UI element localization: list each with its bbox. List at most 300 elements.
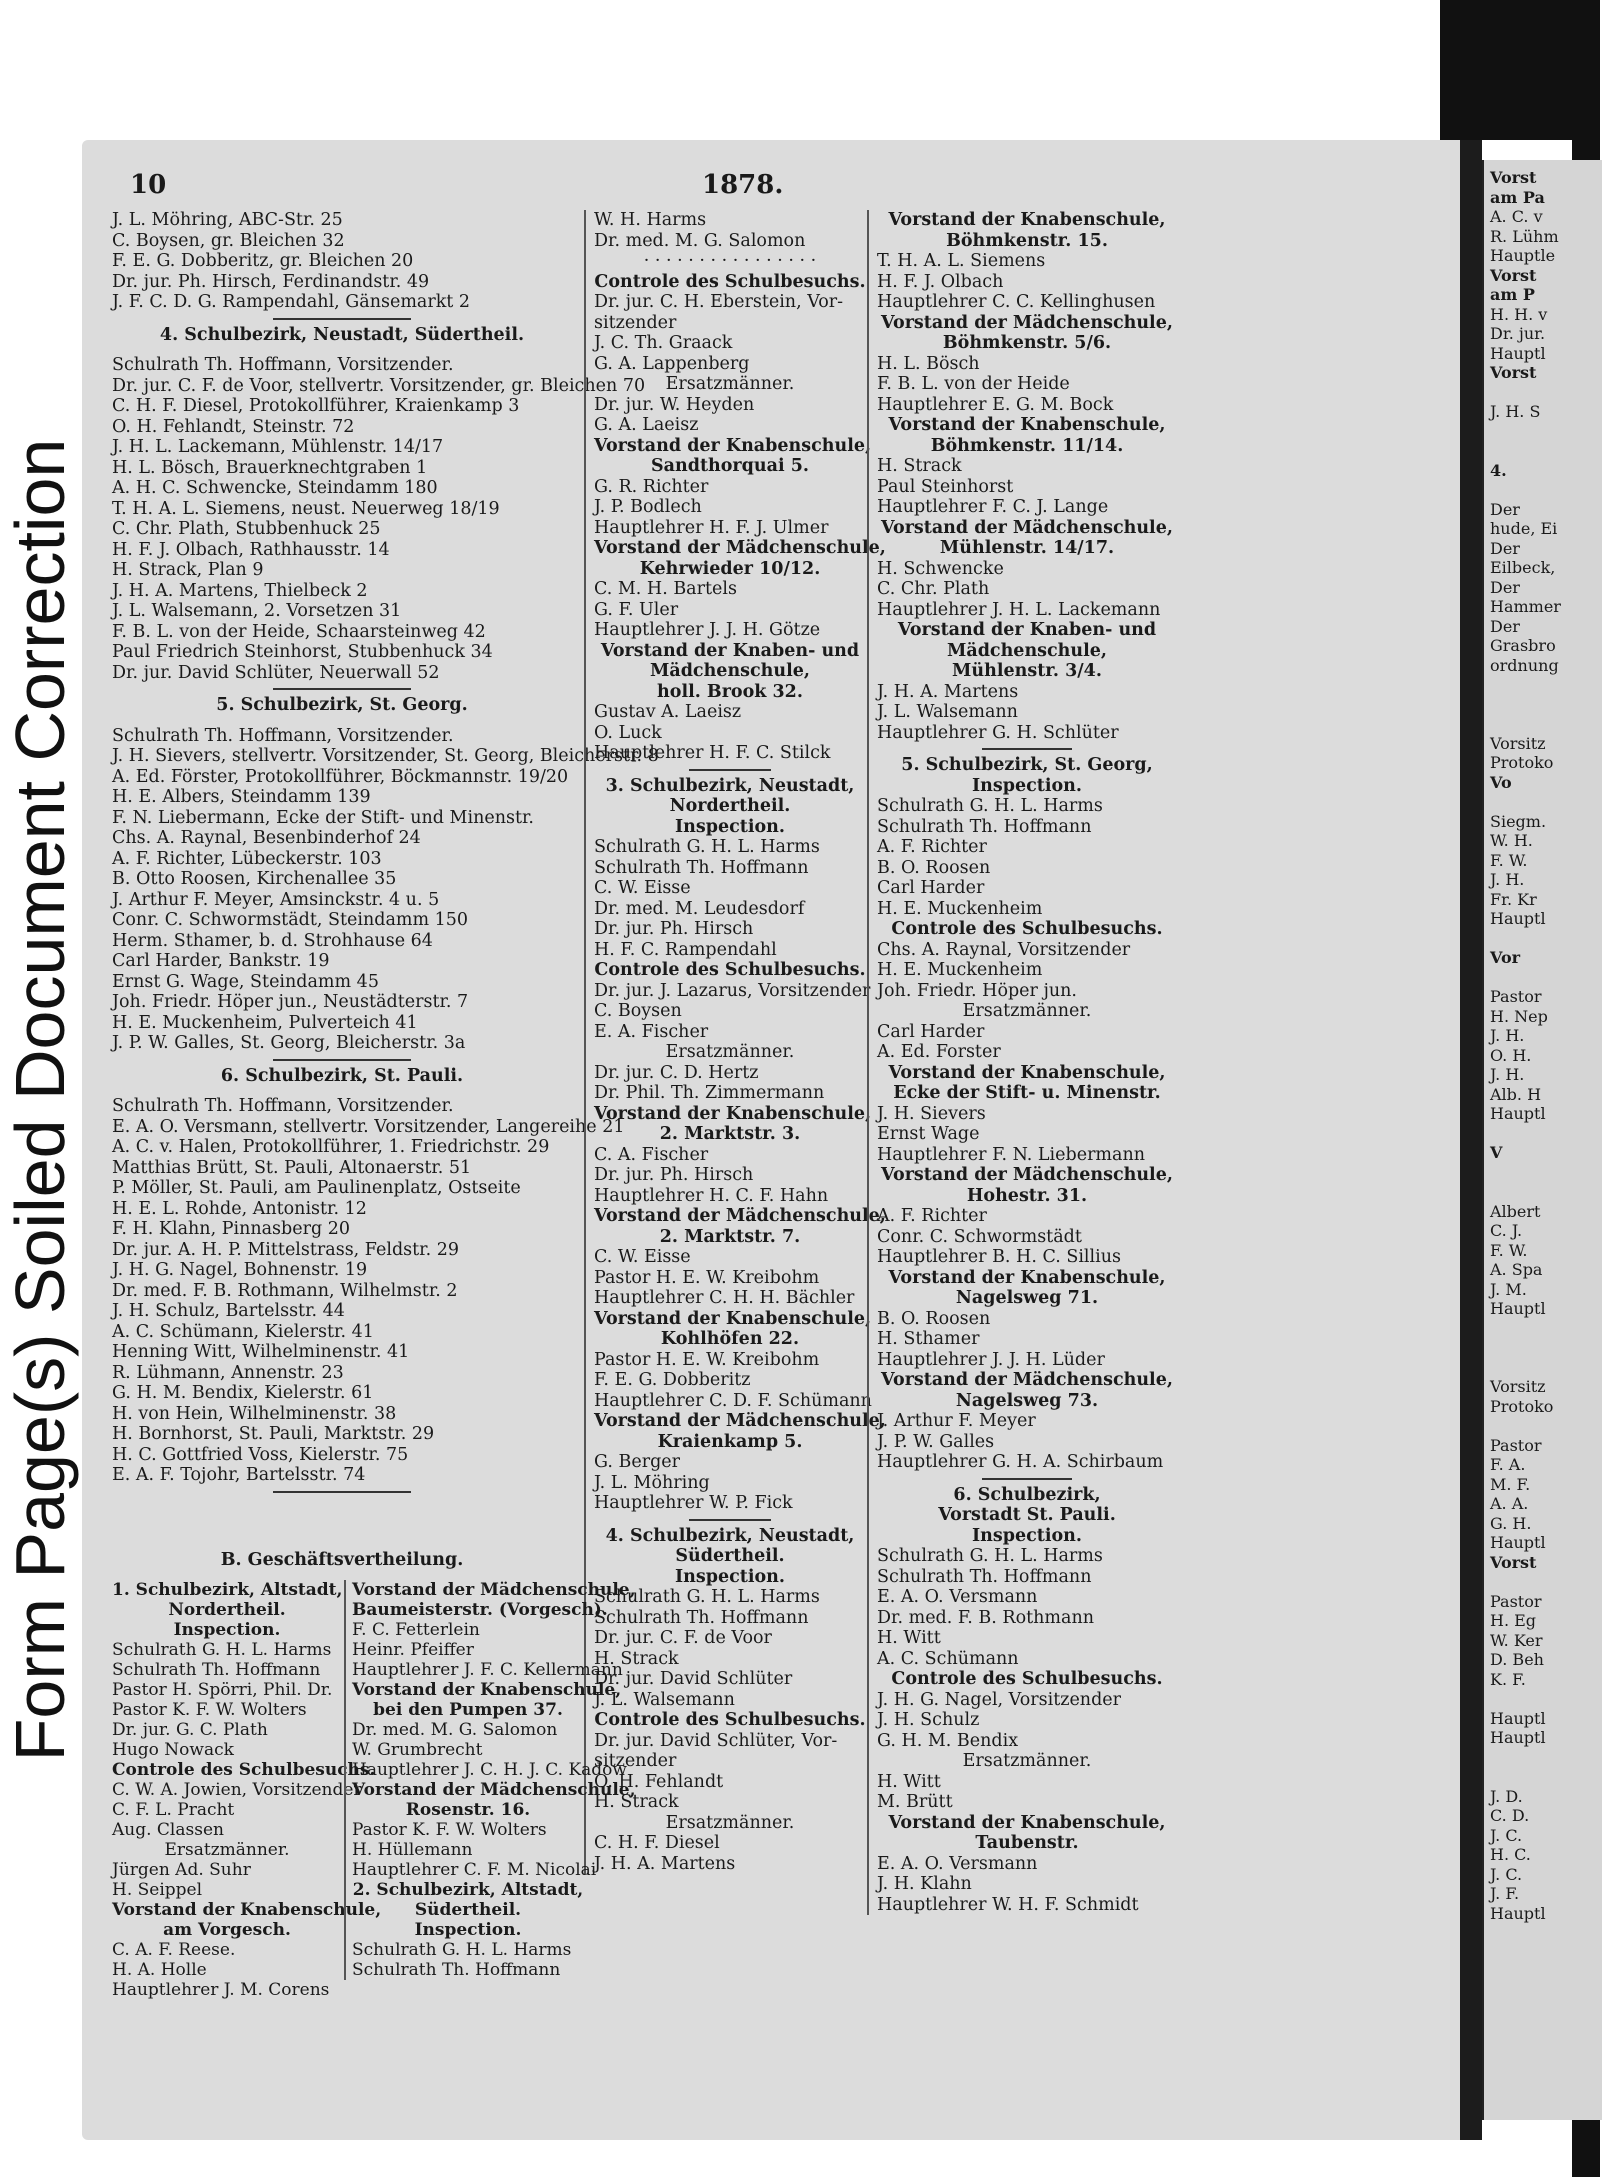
section-heading: 3. Schulbezirk, Neustadt,: [605, 775, 855, 796]
fragment-line: [1490, 968, 1561, 988]
entry-line: Dr. med. M. G. Salomon: [594, 230, 806, 251]
entry-line: Dr. jur. G. C. Plath: [112, 1720, 268, 1740]
section-rule: [594, 1514, 866, 1526]
section-heading: Inspection.: [674, 1566, 785, 1587]
section-heading: 1. Schulbezirk, Altstadt,: [112, 1580, 343, 1600]
fragment-line: [1490, 714, 1561, 734]
fragment-line: Pastor: [1490, 987, 1542, 1006]
entry-line: Hauptlehrer J. F. C. Kellermann: [352, 1660, 623, 1680]
section-heading: Vorstand der Mädchenschule,: [352, 1780, 636, 1800]
section-rule: [112, 1486, 572, 1498]
entry-line: Hauptlehrer C. H. H. Bächler: [594, 1288, 855, 1308]
section-heading: Böhmkenstr. 11/14.: [930, 435, 1124, 456]
entry-line: J. P. Bodlech: [594, 497, 702, 517]
fragment-line: [1490, 1338, 1561, 1358]
fragment-line: Vo: [1490, 772, 1512, 792]
section-heading: Vorstadt St. Pauli.: [938, 1505, 1116, 1525]
section-heading: Kohlhöfen 22.: [660, 1329, 800, 1349]
entry-line: Dr. jur. Ph. Hirsch, Ferdinandstr. 49: [112, 271, 430, 292]
entry-line: Jürgen Ad. Suhr: [112, 1860, 251, 1880]
entry-line: Schulrath Th. Hoffmann: [594, 1607, 809, 1628]
section-heading: Vorstand der Mädchenschule,: [594, 1206, 886, 1226]
entry-line: Schulrath G. H. L. Harms: [594, 837, 820, 857]
entry-line: Paul Friedrich Steinhorst, Stubbenhuck 34: [112, 642, 493, 662]
entry-line: Pastor H. Spörri, Phil. Dr.: [112, 1680, 333, 1700]
entry-line: C. Boysen, gr. Bleichen 32: [112, 230, 345, 251]
entry-line: Schulrath G. H. L. Harms: [877, 796, 1103, 816]
entry-line: Pastor K. F. W. Wolters: [112, 1700, 307, 1720]
section-heading: Nordertheil.: [669, 796, 791, 816]
fragment-line: [1490, 1124, 1561, 1144]
entry-line: W. H. Harms: [594, 210, 707, 230]
section-heading: Controle des Schulbesuchs.: [891, 1669, 1163, 1689]
entry-line: Dr. jur. David Schlüter, Neuerwall 52: [112, 662, 440, 683]
fragment-line: R. Lühm: [1490, 226, 1559, 246]
entry-line: A. Ed. Förster, Protokollführer, Böckmannstr. 19/20: [112, 766, 569, 787]
section-heading: Böhmkenstr. 15.: [946, 230, 1108, 251]
entry-line: Dr. med. M. Leudesdorf: [594, 898, 805, 919]
fragment-line: J. D.: [1490, 1786, 1523, 1806]
section-heading: Vorstand der Mädchenschule,: [594, 538, 886, 558]
fragment-line: [1490, 1767, 1561, 1787]
section-heading: Vorstand der Knabenschule,: [888, 1062, 1166, 1083]
section-heading: Südertheil.: [675, 1546, 785, 1566]
entry-line: Joh. Friedr. Höper jun., Neustädterstr. 7: [112, 992, 469, 1012]
section-heading: Mühlenstr. 14/17.: [939, 538, 1115, 558]
fragment-line: [1490, 1358, 1561, 1378]
section-heading: holl. Brook 32.: [657, 681, 803, 702]
fragment-line: Hauptl: [1490, 1299, 1546, 1318]
fragment-line: [1490, 441, 1561, 461]
entry-line: J. H. L. Lackemann, Mühlenstr. 14/17: [112, 437, 444, 457]
entry-line: A. F. Richter, Lübeckerstr. 103: [112, 848, 382, 869]
entry-line: J. H. A. Martens, Thielbeck 2: [112, 580, 368, 601]
entry-line: H. Strack: [877, 456, 962, 476]
section-heading: Mühlenstr. 3/4.: [952, 661, 1102, 681]
entry-line: C. A. F. Reese.: [112, 1940, 236, 1960]
fragment-line: C. J.: [1490, 1221, 1523, 1240]
entry-line: Dr. jur. David Schlüter, Vor-: [594, 1730, 838, 1751]
scan-side-label: Form Page(s) Soiled Document Correction: [1, 438, 79, 1762]
entry-line: Henning Witt, Wilhelminenstr. 41: [112, 1342, 410, 1362]
entry-line: C. W. Eisse: [594, 1247, 691, 1267]
entry-line: sitzender: [594, 1751, 677, 1771]
fragment-line: [1490, 1182, 1561, 1202]
section-heading: Vorstand der Knabenschule,: [594, 1308, 872, 1329]
section-heading: Rosenstr. 16.: [405, 1800, 531, 1820]
entry-line: Ersatzmänner.: [962, 1751, 1092, 1771]
column-3: [867, 210, 1177, 1915]
entry-line: F. B. L. von der Heide, Schaarsteinweg 42: [112, 621, 486, 642]
fragment-line: K. F.: [1490, 1669, 1526, 1689]
section-heading: Inspection.: [173, 1620, 281, 1640]
entry-line: H. von Hein, Wilhelminenstr. 38: [112, 1403, 397, 1424]
spacer: [112, 1086, 572, 1096]
fragment-line: Hauptl: [1490, 1533, 1546, 1552]
entry-line: Hauptlehrer C. C. Kellinghusen: [877, 292, 1156, 312]
entry-line: H. F. C. Rampendahl: [594, 939, 777, 960]
entry-line: Dr. med. F. B. Rothmann, Wilhelmstr. 2: [112, 1280, 458, 1301]
section-heading: Ecke der Stift- u. Minenstr.: [893, 1083, 1161, 1103]
entry-line: C. Chr. Plath, Stubbenhuck 25: [112, 519, 381, 539]
fragment-line: J. M.: [1490, 1279, 1527, 1299]
entry-line: A. F. Richter: [877, 1206, 987, 1226]
entry-line: P. Möller, St. Pauli, am Paulinenplatz, Ostseite: [112, 1178, 521, 1198]
fragment-line: G. H.: [1490, 1513, 1532, 1533]
fragment-line: Vorsitz: [1490, 733, 1546, 753]
entry-line: H. E. Muckenheim, Pulverteich 41: [112, 1012, 418, 1033]
entry-line: Dr. jur. C. F. de Voor, stellvertr. Vorsitzender, gr. Bleichen 70: [112, 375, 646, 396]
fragment-line: J. F.: [1490, 1884, 1520, 1903]
entry-line: Chs. A. Raynal, Vorsitzender: [877, 939, 1131, 960]
page-year: 1878.: [702, 170, 784, 200]
entry-line: H. Witt: [877, 1628, 941, 1648]
entry-line: J. H. Sievers, stellvertr. Vorsitzender, St. Georg, Bleicherstr. 8: [112, 746, 659, 766]
entry-line: Dr. jur. J. Lazarus, Vorsitzender: [594, 980, 871, 1001]
entry-line: O. H. Fehlandt, Steinstr. 72: [112, 416, 355, 437]
section-heading: 4. Schulbezirk, Neustadt,: [605, 1525, 855, 1546]
section-heading: Vorstand der Knabenschule,: [112, 1900, 382, 1920]
entry-line: F. C. Fetterlein: [352, 1620, 480, 1640]
section-heading: Taubenstr.: [975, 1833, 1079, 1853]
fragment-line: [1490, 1689, 1561, 1709]
fragment-line: Alb. H: [1490, 1084, 1542, 1104]
section-heading: Inspection.: [971, 775, 1082, 796]
entry-line: F. B. L. von der Heide: [877, 374, 1070, 394]
fragment-line: O. H.: [1490, 1045, 1532, 1065]
fragment-line: [1490, 792, 1561, 812]
entry-line: Schulrath G. H. L. Harms: [352, 1940, 572, 1960]
entry-line: Conr. C. Schwormstädt, Steindamm 150: [112, 910, 469, 930]
section-rule: [112, 683, 572, 695]
section-heading: am Vorgesch.: [163, 1920, 291, 1940]
entry-line: Hauptlehrer W. P. Fick: [594, 1493, 793, 1513]
entry-line: H. Seippel: [112, 1880, 203, 1900]
section-heading: Kraienkamp 5.: [657, 1431, 803, 1452]
fragment-line: J. H.: [1490, 1026, 1525, 1045]
section-heading: Controle des Schulbesuchs.: [594, 960, 866, 980]
fragment-line: [1490, 422, 1561, 442]
entry-line: G. A. Laeisz: [594, 415, 699, 435]
entry-line: Joh. Friedr. Höper jun.: [877, 980, 1077, 1001]
fragment-line: Grasbro: [1490, 636, 1556, 655]
section-heading: Vorstand der Knabenschule,: [888, 415, 1166, 435]
fragment-line: Vorst: [1490, 363, 1537, 382]
section-rule: [112, 313, 572, 325]
section-heading: Mädchenschule,: [649, 661, 810, 681]
entry-line: F. E. G. Dobberitz: [594, 1370, 751, 1390]
entry-line: A. Ed. Forster: [877, 1042, 1001, 1062]
section-heading: Baumeisterstr. (Vorgesch).: [352, 1600, 608, 1620]
entry-line: H. L. Bösch, Brauerknechtgraben 1: [112, 457, 428, 478]
entry-line: C. A. Fischer: [594, 1144, 709, 1165]
entry-line: Herm. Sthamer, b. d. Strohhause 64: [112, 930, 433, 951]
fragment-line: Hauptl: [1490, 1104, 1546, 1123]
section-heading: Vorstand der Knabenschule,: [888, 1267, 1166, 1288]
fragment-line: [1490, 695, 1561, 715]
fragment-line: [1490, 383, 1561, 403]
section-heading: 6. Schulbezirk, St. Pauli.: [220, 1065, 464, 1086]
entry-line: R. Lühmann, Annenstr. 23: [112, 1362, 344, 1383]
entry-line: Schulrath G. H. L. Harms: [594, 1587, 820, 1607]
entry-line: T. H. A. L. Siemens, neust. Neuerweg 18/19: [112, 498, 500, 519]
entry-line: Ersatzmänner.: [962, 1001, 1092, 1021]
entry-line: Hauptlehrer E. G. M. Bock: [877, 394, 1114, 415]
fragment-line: J. H.: [1490, 1065, 1525, 1084]
fragment-line: Vor: [1490, 948, 1521, 967]
fragment-line: Hauptl: [1490, 343, 1546, 363]
fragment-line: Vorst: [1490, 1552, 1537, 1572]
fragment-line: Protoko: [1490, 753, 1554, 772]
fragment-line: Hauptl: [1490, 1903, 1546, 1923]
entry-line: H. L. Bösch: [877, 353, 980, 374]
entry-line: H. Bornhorst, St. Pauli, Marktstr. 29: [112, 1424, 435, 1444]
entry-line: M. Brütt: [877, 1792, 953, 1812]
entry-line: Hauptlehrer G. H. Schlüter: [877, 722, 1119, 743]
entry-line: H. Schwencke: [877, 558, 1004, 579]
entry-line: Carl Harder: [877, 878, 985, 898]
fragment-line: F. W.: [1490, 850, 1528, 870]
fragment-line: J. C.: [1490, 1825, 1523, 1845]
adjacent-page-fragment: [1482, 160, 1602, 2120]
fragment-line: hude, Ei: [1490, 519, 1558, 538]
entry-line: Matthias Brütt, St. Pauli, Altonaerstr. 51: [112, 1157, 472, 1178]
column-2: [584, 210, 886, 1874]
entry-line: Pastor K. F. W. Wolters: [352, 1820, 547, 1840]
fragment-line: Hammer: [1490, 597, 1561, 616]
entry-line: A. F. Richter: [877, 837, 987, 857]
section-heading: Controle des Schulbesuchs.: [112, 1760, 376, 1780]
section-heading: 6. Schulbezirk,: [953, 1484, 1101, 1505]
section-heading: Vorstand der Knabenschule,: [888, 1812, 1166, 1833]
entry-line: H. Sthamer: [877, 1329, 980, 1349]
section-heading: Vorstand der Knabenschule,: [594, 435, 872, 456]
section-heading: 2. Marktstr. 7.: [659, 1226, 801, 1247]
entry-line: Hauptlehrer B. H. C. Sillius: [877, 1247, 1121, 1267]
entry-line: Hauptlehrer J. C. H. J. C. Kadow: [352, 1760, 627, 1780]
fragment-line: Vorst: [1490, 168, 1537, 187]
entry-line: Dr. jur. C. F. de Voor: [594, 1628, 772, 1648]
entry-line: Ersatzmänner.: [665, 1812, 795, 1833]
entry-line: F. H. Klahn, Pinnasberg 20: [112, 1219, 350, 1239]
fragment-line: ordnung: [1490, 655, 1559, 675]
entry-line: H. A. Holle: [112, 1960, 207, 1980]
entry-line: Heinr. Pfeiffer: [352, 1640, 474, 1660]
entry-line: Dr. jur. C. D. Hertz: [594, 1062, 759, 1083]
section-heading: Vorstand der Mädchenschule,: [594, 1411, 886, 1431]
entry-line: sitzender: [594, 312, 677, 333]
fragment-line: [1490, 1748, 1561, 1768]
entry-line: · · · · · · · · · · · · · · · ·: [643, 251, 817, 271]
fragment-line: Pastor: [1490, 1591, 1542, 1611]
fragment-line: Der: [1490, 577, 1520, 597]
entry-line: Ernst Wage: [877, 1124, 980, 1144]
fragment-line: [1490, 1416, 1561, 1436]
entry-line: Hugo Nowack: [112, 1740, 234, 1760]
section-heading: Controle des Schulbesuchs.: [594, 1710, 866, 1730]
section-heading: Inspection.: [674, 816, 785, 837]
entry-line: E. A. O. Versmann: [877, 1853, 1038, 1874]
entry-line: H. F. J. Olbach: [877, 271, 1004, 292]
fragment-line: Pastor: [1490, 1435, 1542, 1455]
section-heading: Vorstand der Mädchenschule,: [881, 1370, 1173, 1390]
section-heading: 2. Marktstr. 3.: [659, 1124, 801, 1144]
fragment-line: [1490, 1572, 1561, 1592]
entry-line: Chs. A. Raynal, Besenbinderhof 24: [112, 828, 421, 848]
section-rule: [112, 1054, 572, 1066]
section-heading: Inspection.: [414, 1920, 522, 1940]
entry-line: Hauptlehrer W. H. F. Schmidt: [877, 1894, 1139, 1915]
entry-line: Ersatzmänner.: [164, 1840, 290, 1860]
entry-line: G. A. Lappenberg: [594, 353, 750, 374]
fragment-line: H. H. v: [1490, 304, 1548, 324]
entry-line: J. H. Klahn: [877, 1874, 972, 1894]
entry-line: H. E. L. Rohde, Antonistr. 12: [112, 1198, 367, 1219]
entry-line: Dr. Phil. Th. Zimmermann: [594, 1083, 825, 1103]
entry-line: Conr. C. Schwormstädt: [877, 1226, 1082, 1247]
entry-line: Schulrath G. H. L. Harms: [112, 1640, 332, 1660]
section-b-left-column: [112, 1580, 382, 2000]
section-heading: Böhmkenstr. 5/6.: [942, 333, 1112, 353]
fragment-line: J. H.: [1490, 870, 1525, 889]
entry-line: Schulrath Th. Hoffmann: [112, 1660, 321, 1680]
page-number: 10: [130, 170, 167, 200]
fragment-line: 4.: [1490, 460, 1507, 480]
entry-line: G. F. Uler: [594, 599, 679, 620]
entry-line: C. Chr. Plath: [877, 579, 990, 599]
entry-line: J. P. W. Galles, St. Georg, Bleicherstr. 3a: [112, 1033, 466, 1053]
entry-line: J. H. Sievers: [877, 1103, 986, 1124]
entry-line: Dr. med. M. G. Salomon: [352, 1720, 558, 1740]
entry-line: J. F. C. D. G. Rampendahl, Gänsemarkt 2: [112, 292, 471, 312]
entry-line: J. Arthur F. Meyer, Amsinckstr. 4 u. 5: [112, 889, 440, 910]
entry-line: C. M. H. Bartels: [594, 579, 737, 599]
fragment-line: W. Ker: [1490, 1630, 1543, 1650]
fragment-line: [1490, 675, 1561, 695]
fragment-line: Der: [1490, 616, 1520, 636]
entry-line: F. E. G. Dobberitz, gr. Bleichen 20: [112, 251, 414, 271]
entry-line: B. Otto Roosen, Kirchenallee 35: [112, 869, 397, 889]
fragment-line: A. C. v: [1490, 207, 1543, 226]
entry-line: Carl Harder: [877, 1021, 985, 1042]
entry-line: H. Hüllemann: [352, 1840, 473, 1860]
section-heading: 5. Schulbezirk, St. Georg.: [216, 695, 468, 715]
section-heading: Controle des Schulbesuchs.: [594, 271, 866, 292]
entry-line: C. H. F. Diesel, Protokollführer, Kraienkamp 3: [112, 396, 520, 416]
section-heading: Inspection.: [971, 1525, 1082, 1546]
entry-line: Pastor H. E. W. Kreibohm: [594, 1349, 820, 1370]
section-heading: Vorstand der Mädchenschule,: [352, 1580, 636, 1600]
fragment-line: W. H.: [1490, 831, 1533, 850]
entry-line: H. Strack: [594, 1648, 679, 1669]
entry-line: Schulrath Th. Hoffmann, Vorsitzender.: [112, 1096, 454, 1116]
fragment-line: [1490, 929, 1561, 949]
entry-line: Ersatzmänner.: [665, 1042, 795, 1062]
entry-line: Hauptlehrer H. C. F. Hahn: [594, 1185, 829, 1206]
entry-line: Hauptlehrer F. N. Liebermann: [877, 1144, 1146, 1165]
fragment-line: H. Eg: [1490, 1611, 1537, 1630]
entry-line: G. Berger: [594, 1452, 680, 1472]
section-rule: [877, 1473, 1177, 1485]
entry-line: C. Boysen: [594, 1001, 682, 1021]
entry-line: E. A. F. Tojohr, Bartelsstr. 74: [112, 1465, 366, 1485]
fragment-line: F. W.: [1490, 1240, 1528, 1260]
section-heading: Vorstand der Knabenschule,: [888, 210, 1166, 230]
section-heading: bei den Pumpen 37.: [373, 1700, 563, 1720]
entry-line: J. C. Th. Graack: [594, 333, 733, 353]
entry-line: Schulrath Th. Hoffmann: [594, 857, 809, 878]
entry-line: Hauptlehrer C. D. F. Schümann: [594, 1390, 872, 1411]
entry-line: T. H. A. L. Siemens: [877, 251, 1046, 271]
entry-line: H. Strack, Plan 9: [112, 560, 264, 580]
entry-line: Dr. jur. Ph. Hirsch: [594, 919, 754, 939]
entry-line: A. H. C. Schwencke, Steindamm 180: [112, 478, 438, 498]
section-heading: 2. Schulbezirk, Altstadt,: [352, 1880, 584, 1900]
entry-line: A. C. Schümann: [877, 1648, 1019, 1669]
entry-line: C. H. F. Diesel: [594, 1833, 720, 1853]
entry-line: E. A. O. Versmann: [877, 1587, 1038, 1607]
entry-line: H. Strack: [594, 1792, 679, 1812]
entry-line: H. F. J. Olbach, Rathhausstr. 14: [112, 539, 390, 560]
fragment-line: Vorsitz: [1490, 1377, 1546, 1396]
entry-line: Hauptlehrer G. H. A. Schirbaum: [877, 1452, 1164, 1472]
section-rule: [594, 764, 866, 776]
fragment-line: A. A.: [1490, 1494, 1529, 1513]
entry-line: J. L. Möhring: [594, 1472, 710, 1493]
section-heading: Hohestr. 31.: [966, 1185, 1088, 1206]
entry-line: W. Grumbrecht: [352, 1740, 483, 1760]
fragment-line: Eilbeck,: [1490, 558, 1556, 577]
fragment-line: [1490, 1163, 1561, 1183]
entry-line: Schulrath Th. Hoffmann, Vorsitzender.: [112, 725, 454, 746]
section-heading: Mädchenschule,: [946, 640, 1107, 661]
fragment-line: am Pa: [1490, 187, 1545, 207]
adjacent-page-text: [1490, 168, 1561, 1923]
entry-line: H. E. Albers, Steindamm 139: [112, 787, 371, 807]
entry-line: H. E. Muckenheim: [877, 898, 1043, 919]
entry-line: C. F. L. Pracht: [112, 1800, 235, 1820]
spacer: [112, 716, 572, 726]
fragment-line: C. D.: [1490, 1806, 1530, 1825]
section-heading: Vorstand der Knaben- und: [600, 640, 860, 661]
fragment-line: [1490, 480, 1561, 500]
fragment-line: Protoko: [1490, 1396, 1554, 1416]
section-heading: Südertheil.: [414, 1900, 522, 1920]
entry-line: B. O. Roosen: [877, 1308, 991, 1329]
fragment-line: Siegm.: [1490, 811, 1547, 831]
entry-line: O. Luck: [594, 722, 662, 743]
entry-line: H. Witt: [877, 1771, 941, 1792]
entry-line: J. L. Walsemann: [594, 1689, 735, 1710]
section-heading: 5. Schulbezirk, St. Georg,: [901, 755, 1153, 775]
entry-line: C. W. Eisse: [594, 878, 691, 898]
entry-line: Schulrath Th. Hoffmann: [877, 1566, 1092, 1587]
section-heading: Sandthorquai 5.: [651, 456, 809, 476]
section-heading: Vorstand der Knabenschule,: [352, 1680, 622, 1700]
entry-line: F. N. Liebermann, Ecke der Stift- und Minenstr.: [112, 807, 534, 828]
fragment-line: M. F.: [1490, 1474, 1531, 1494]
fragment-line: H. Nep: [1490, 1006, 1548, 1026]
fragment-line: J. H. S: [1490, 402, 1541, 421]
section-heading: Nagelsweg 73.: [955, 1390, 1099, 1411]
entry-line: Hauptlehrer H. F. J. Ulmer: [594, 517, 829, 538]
entry-line: Paul Steinhorst: [877, 476, 1014, 497]
section-heading: Vorstand der Knabenschule,: [594, 1103, 872, 1124]
section-rule: [877, 743, 1177, 755]
fragment-line: D. Beh: [1490, 1650, 1544, 1669]
entry-line: Schulrath Th. Hoffmann: [352, 1960, 561, 1980]
entry-line: C. W. A. Jowien, Vorsitzender: [112, 1780, 362, 1800]
